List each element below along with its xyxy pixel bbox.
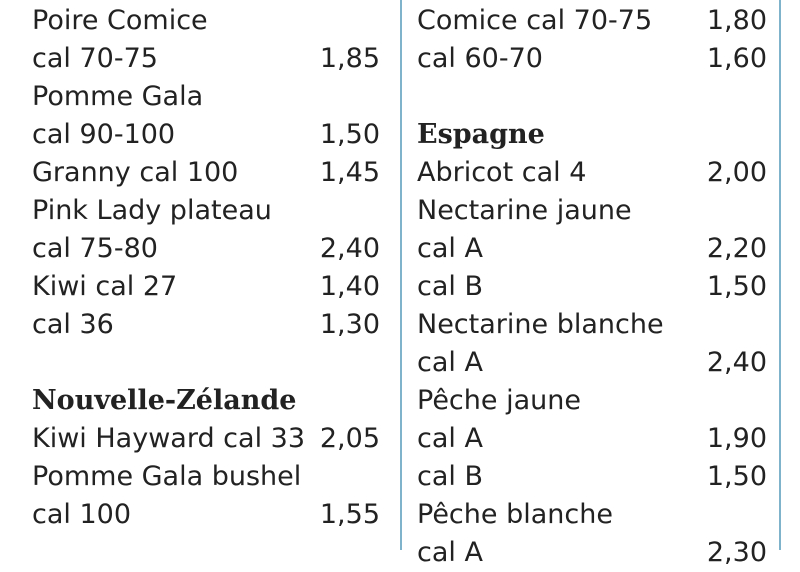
price-row [402, 382, 780, 420]
product-name: Pomme Gala bushel [32, 461, 302, 492]
product-name: cal A [417, 423, 483, 454]
price-row [402, 344, 780, 382]
product-price: 2,20 [706, 233, 767, 264]
price-row [0, 192, 400, 230]
price-row [402, 192, 780, 230]
price-row [0, 2, 400, 40]
product-name: Granny cal 100 [32, 157, 239, 188]
product-name: Abricot cal 4 [417, 157, 587, 188]
product-name: cal 60-70 [417, 43, 543, 74]
product-name: Nectarine blanche [417, 309, 664, 340]
price-list-left-column [0, 0, 400, 550]
price-row [402, 306, 780, 344]
product-price: 1,40 [319, 271, 380, 302]
price-row [402, 496, 780, 534]
product-name: Comice cal 70-75 [417, 5, 653, 36]
product-name: cal 70-75 [32, 43, 158, 74]
product-price: 1,50 [319, 119, 380, 150]
section-heading [402, 116, 780, 154]
product-name: Pêche jaune [417, 385, 581, 416]
price-row [402, 78, 780, 116]
price-row [402, 458, 780, 496]
product-name: Pink Lady plateau [32, 195, 272, 226]
price-row [0, 496, 400, 534]
product-name: cal A [417, 347, 483, 378]
product-name: Kiwi Hayward cal 33 [32, 423, 306, 454]
product-name: cal 100 [32, 499, 132, 530]
product-price: 1,45 [319, 157, 380, 188]
price-row [0, 154, 400, 192]
product-price: 1,85 [319, 43, 380, 74]
section-heading [0, 382, 400, 420]
price-row [402, 154, 780, 192]
product-name: Pêche blanche [417, 499, 613, 530]
product-price: 1,50 [706, 461, 767, 492]
price-row [0, 458, 400, 496]
product-price: 1,50 [706, 271, 767, 302]
product-name: Nectarine jaune [417, 195, 632, 226]
price-row [0, 268, 400, 306]
product-name: Kiwi cal 27 [32, 271, 178, 302]
price-row [402, 534, 780, 572]
product-name: cal B [417, 461, 483, 492]
product-name: cal 75-80 [32, 233, 158, 264]
product-name: cal A [417, 233, 483, 264]
price-row [402, 268, 780, 306]
product-name: cal B [417, 271, 483, 302]
price-row [402, 2, 780, 40]
price-row [0, 344, 400, 382]
country-name: Nouvelle-Zélande [32, 385, 297, 416]
price-row [402, 230, 780, 268]
right-border-rule [779, 0, 781, 550]
product-price: 1,60 [706, 43, 767, 74]
price-row [402, 40, 780, 78]
price-row [0, 78, 400, 116]
product-name: Pomme Gala [32, 81, 204, 112]
product-price: 1,90 [706, 423, 767, 454]
product-price: 2,30 [706, 537, 767, 568]
price-row [0, 306, 400, 344]
country-name: Espagne [417, 119, 545, 150]
product-price: 1,55 [319, 499, 380, 530]
product-price: 2,40 [706, 347, 767, 378]
product-name: cal 90-100 [32, 119, 176, 150]
price-row [0, 116, 400, 154]
product-name: Poire Comice [32, 5, 208, 36]
product-name: cal 36 [32, 309, 114, 340]
product-price: 2,05 [319, 423, 380, 454]
price-row [0, 420, 400, 458]
product-price: 2,40 [319, 233, 380, 264]
product-price: 1,30 [319, 309, 380, 340]
product-price: 2,00 [706, 157, 767, 188]
price-row [402, 420, 780, 458]
product-price: 1,80 [706, 5, 767, 36]
price-row [0, 40, 400, 78]
product-name: cal A [417, 537, 483, 568]
price-row [0, 230, 400, 268]
price-list-right-column [402, 0, 780, 568]
